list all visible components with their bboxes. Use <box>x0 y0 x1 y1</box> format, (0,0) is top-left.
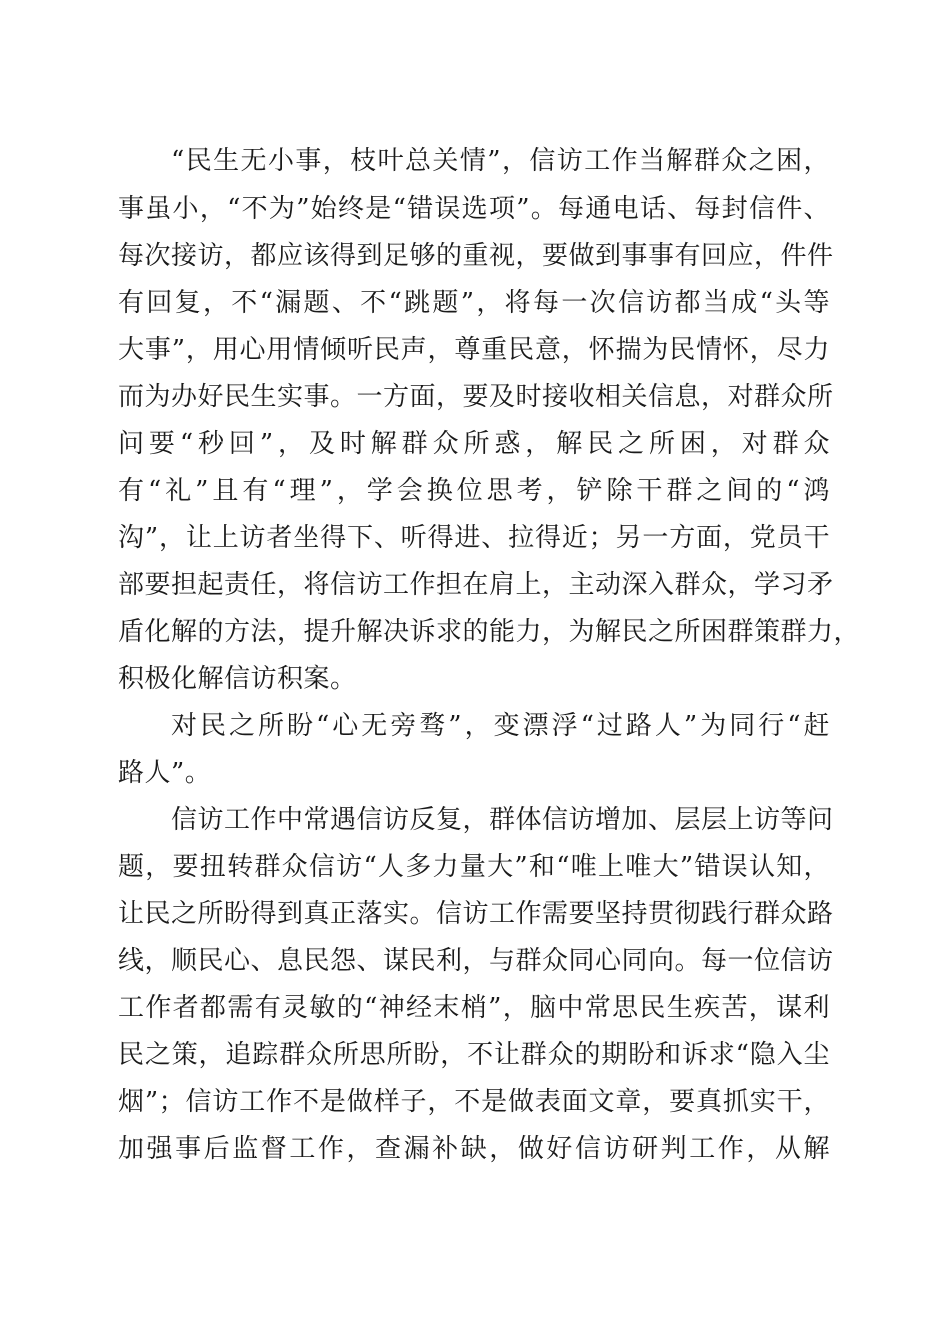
paragraph-2-line-2: 路人”。 <box>118 758 212 788</box>
paragraph-1-line-3: 每次接访，都应该得到足够的重视，要做到事事有回应，件件 <box>118 241 834 271</box>
paragraph-1-line-11: 盾化解的方法，提升解决诉求的能力，为解民之所困群策群力， <box>118 617 861 647</box>
paragraph-3-line-6: 民之策，追踪群众所思所盼，不让群众的期盼和诉求“隐入尘 <box>118 1040 830 1070</box>
paragraph-2-line-1: 对民之所盼“心无旁骛”，变漂浮“过路人”为同行“赶 <box>171 711 830 741</box>
paragraph-1-line-6: 而为办好民生实事。一方面，要及时接收相关信息，对群众所 <box>118 382 834 412</box>
paragraph-1-line-4: 有回复，不“漏题、不“跳题”，将每一次信访都当成“头等 <box>118 288 830 318</box>
paragraph-1-line-5: 大事”，用心用情倾听民声，尊重民意，怀揣为民情怀，尽力 <box>118 335 830 365</box>
paragraph-1-line-10: 部要担起责任，将信访工作担在肩上，主动深入群众，学习矛 <box>118 570 834 600</box>
paragraph-1-line-12: 积极化解信访积案。 <box>118 664 357 694</box>
paragraph-3-line-5: 工作者都需有灵敏的“神经末梢”，脑中常思民生疾苦，谋利 <box>118 993 830 1023</box>
paragraph-1-line-2: 事虽小，“不为”始终是“错误选项”。每通电话、每封信件、 <box>118 194 830 224</box>
paragraph-1-line-9: 沟”，让上访者坐得下、听得进、拉得近；另一方面，党员干 <box>118 523 830 553</box>
paragraph-3-line-1: 信访工作中常遇信访反复，群体信访增加、层层上访等问 <box>171 805 834 835</box>
paragraph-1-line-7: 问要“秒回”，及时解群众所惑，解民之所困，对群众 <box>118 429 830 459</box>
paragraph-1-line-8: 有“礼”且有“理”，学会换位思考，铲除干群之间的“鸿 <box>118 476 830 506</box>
paragraph-3-line-8: 加强事后监督工作，查漏补缺，做好信访研判工作，从解 <box>118 1134 830 1164</box>
paragraph-3-line-3: 让民之所盼得到真正落实。信访工作需要坚持贯彻践行群众路 <box>118 899 834 929</box>
paragraph-1-line-1: “民生无小事，枝叶总关情”，信访工作当解群众之困， <box>171 146 830 176</box>
paragraph-3-line-2: 题，要扭转群众信访“人多力量大”和“唯上唯大”错误认知， <box>118 852 830 882</box>
paragraph-3-line-7: 烟”；信访工作不是做样子，不是做表面文章，要真抓实干， <box>118 1087 830 1117</box>
paragraph-3-line-4: 线，顺民心、息民怨、谋民利，与群众同心同向。每一位信访 <box>118 946 834 976</box>
